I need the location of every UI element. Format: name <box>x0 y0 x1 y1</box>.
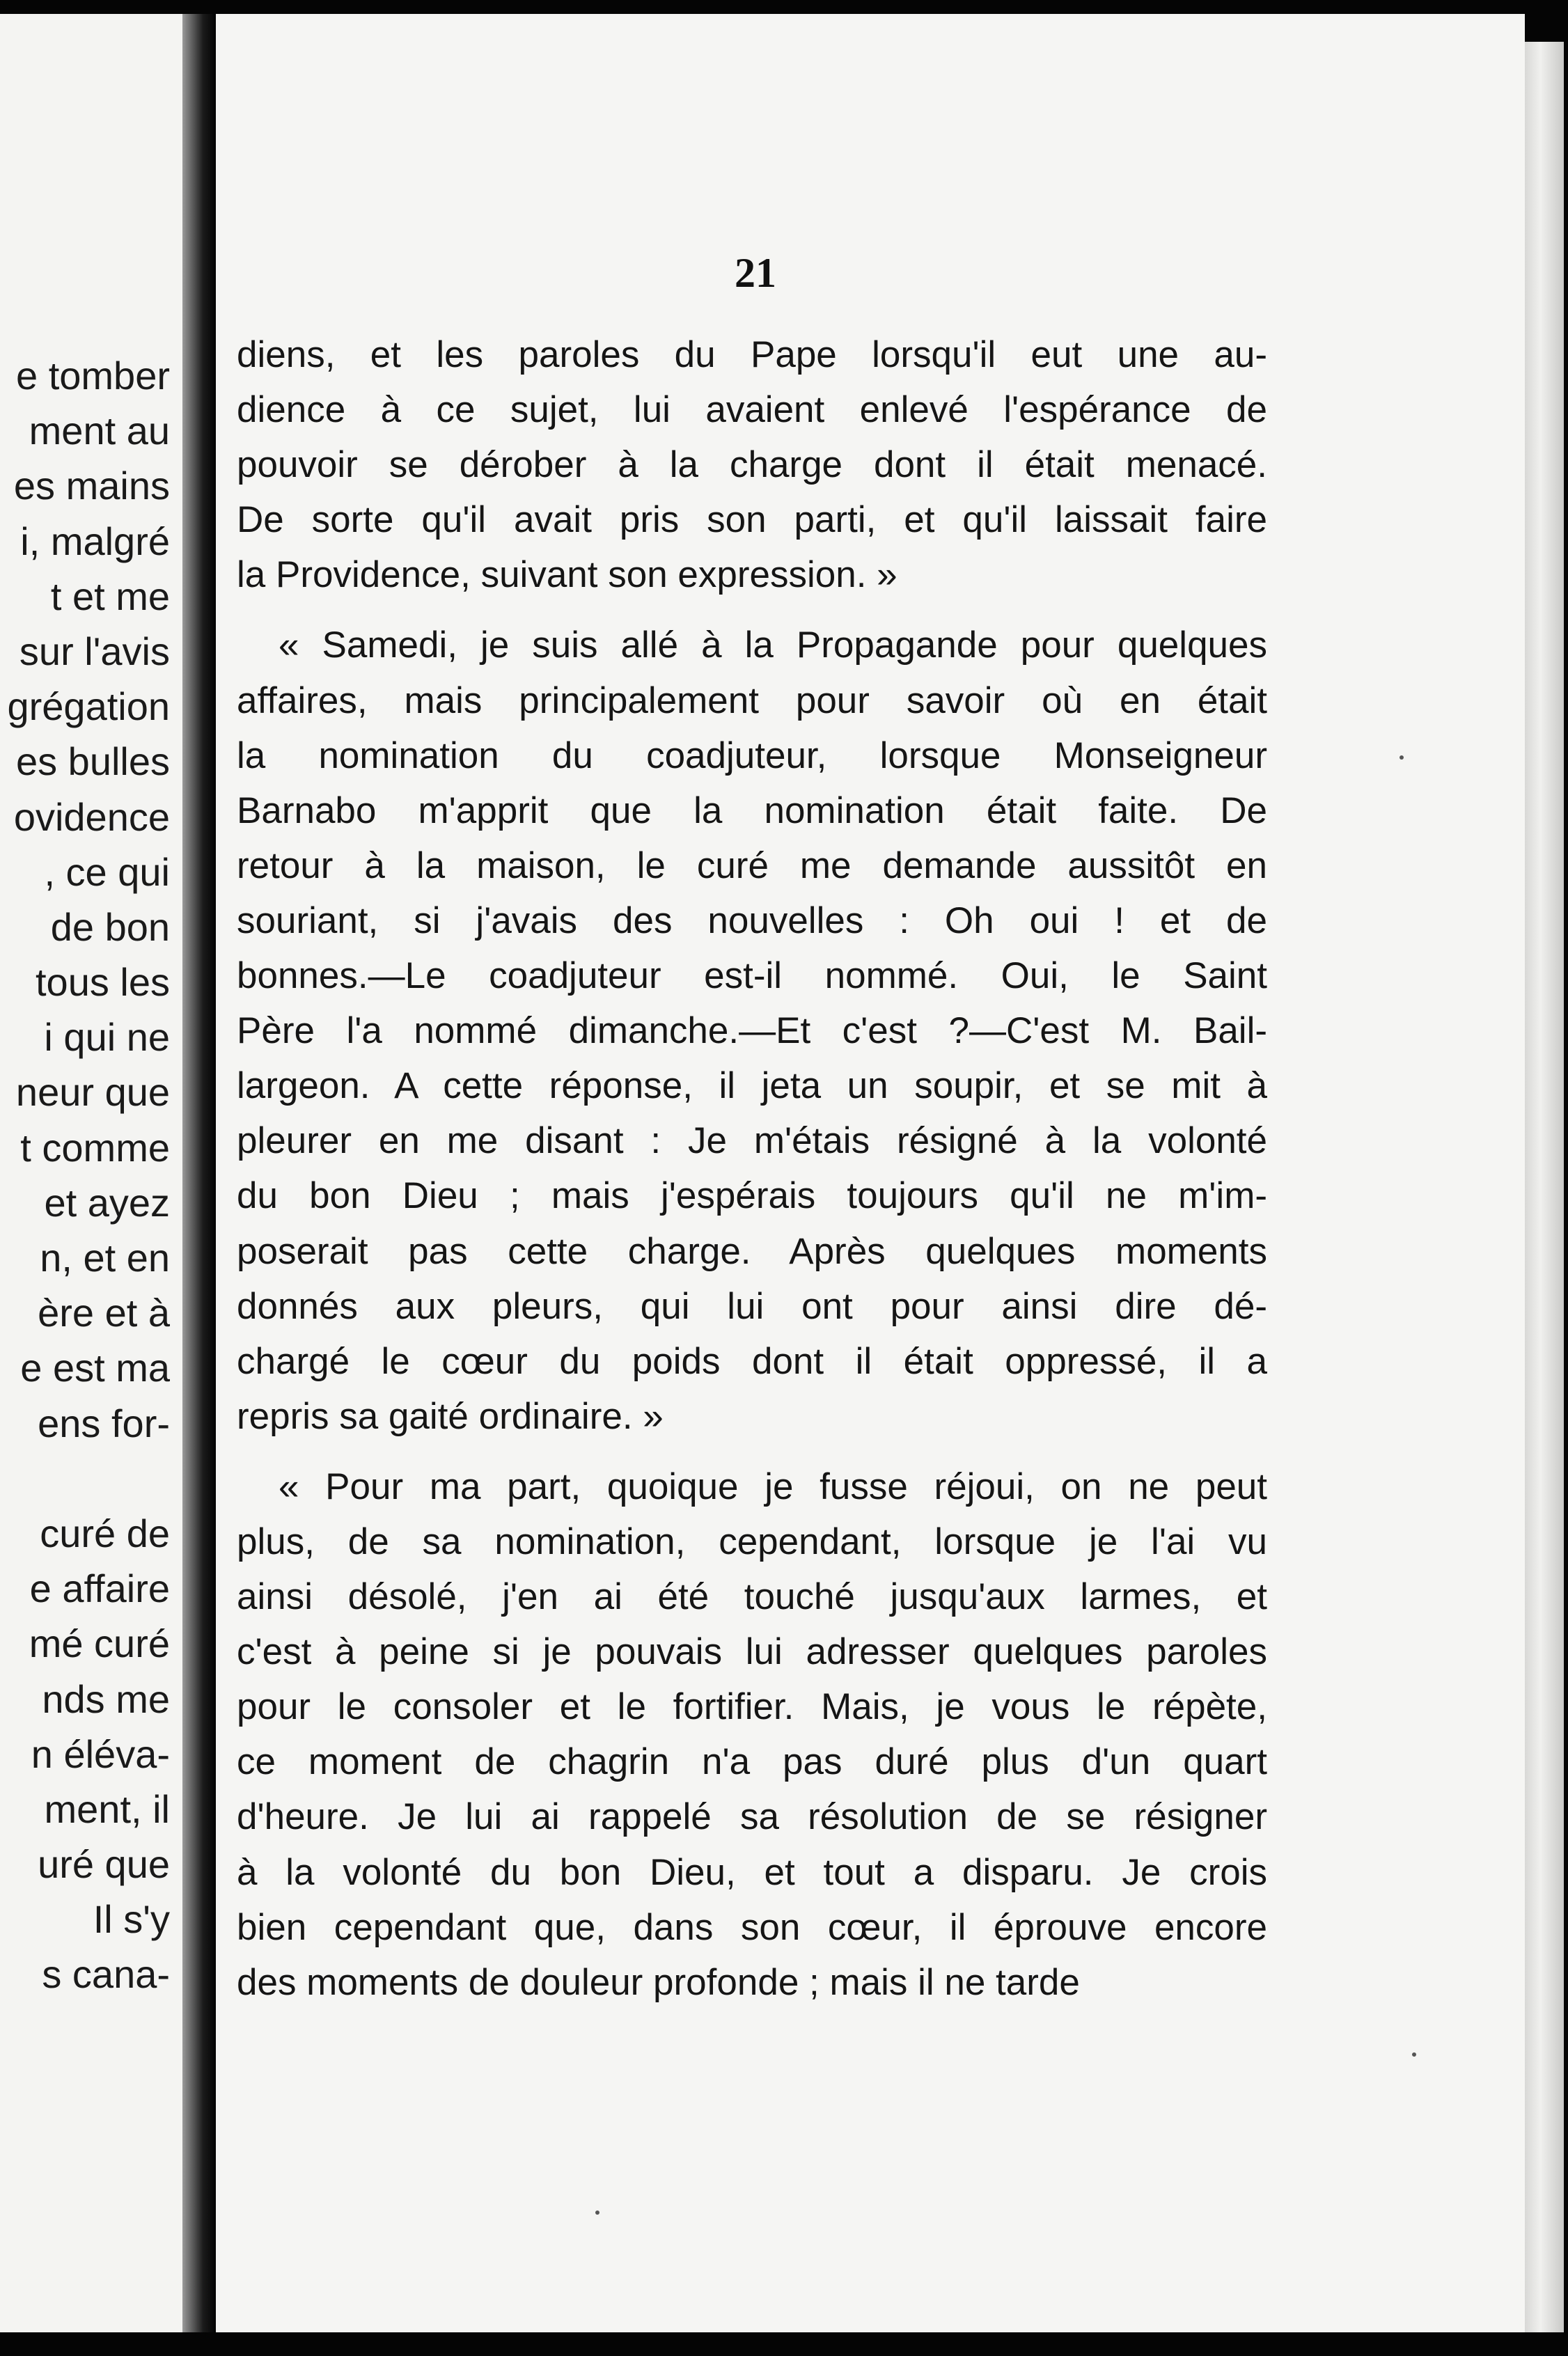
book-gutter <box>182 14 217 2332</box>
text-line: d'heure. Je lui ai rappelé sa résolution de se résigner <box>237 1796 1267 1838</box>
previous-page-line: ment, il <box>44 1786 170 1831</box>
text-line: Barnabo m'apprit que la nomination était faite. De <box>237 790 1267 831</box>
previous-page-line: sur l'avis <box>19 629 170 673</box>
text-line: repris sa gaité ordinaire. » <box>237 1395 664 1437</box>
text-line: pouvoir se dérober à la charge dont il était menacé. <box>237 444 1267 486</box>
text-line: ce moment de chagrin n'a pas duré plus d'un quart <box>237 1741 1267 1783</box>
text-line: « Pour ma part, quoique je fusse réjoui, on ne peut <box>279 1466 1267 1507</box>
previous-page-line: grégation <box>7 684 170 729</box>
text-line: « Samedi, je suis allé à la Propagande pour quelques <box>279 625 1267 666</box>
text-line: à la volonté du bon Dieu, et tout a disparu. Je crois <box>237 1851 1267 1893</box>
print-speck <box>595 2210 599 2215</box>
previous-page-line: mé curé <box>29 1621 170 1666</box>
previous-page-line: nds me <box>42 1676 170 1721</box>
text-line: pour le consoler et le fortifier. Mais, je vous le répète, <box>237 1686 1267 1728</box>
previous-page-line: , ce qui <box>44 849 170 894</box>
print-speck <box>1400 755 1404 760</box>
text-line: De sorte qu'il avait pris son parti, et qu'il laissait faire <box>237 499 1267 541</box>
previous-page-line: es mains <box>13 464 170 508</box>
page-body-text <box>237 327 1267 2010</box>
text-line: poserait pas cette charge. Après quelques moments <box>237 1230 1267 1272</box>
previous-page-line: ment au <box>29 409 170 453</box>
text-line: souriant, si j'avais des nouvelles : Oh oui ! et de <box>237 900 1267 941</box>
text-line: c'est à peine si je pouvais lui adresser quelques paroles <box>237 1631 1267 1673</box>
previous-page-text <box>0 348 170 2002</box>
text-line: ainsi désolé, j'en ai été touché jusqu'aux larmes, et <box>237 1576 1267 1618</box>
previous-page-line: i qui ne <box>44 1015 170 1060</box>
text-line: bien cependant que, dans son cœur, il éprouve encore <box>237 1906 1267 1948</box>
text-line: retour à la maison, le curé me demande aussitôt en <box>237 845 1267 886</box>
text-line: Père l'a nommé dimanche.—Et c'est ?—C'est M. Bail- <box>237 1010 1267 1052</box>
text-line: pleurer en me disant : Je m'étais résigné à la volonté <box>237 1120 1267 1162</box>
previous-page-line <box>0 1451 170 1506</box>
previous-page-line: t et me <box>50 574 170 618</box>
previous-page-line: ovidence <box>13 794 170 839</box>
text-line: diens, et les paroles du Pape lorsqu'il eut une au- <box>237 334 1267 375</box>
previous-page-line: neur que <box>15 1070 170 1115</box>
previous-page-line: et ayez <box>44 1180 170 1225</box>
text-line: dience à ce sujet, lui avaient enlevé l'espérance de <box>237 389 1267 431</box>
previous-page-line: curé de <box>40 1511 170 1555</box>
previous-page-fragment <box>0 14 196 2332</box>
text-line: largeon. A cette réponse, il jeta un soupir, et se mit à <box>237 1065 1267 1107</box>
text-line: des moments de douleur profonde ; mais il ne tarde <box>237 1961 1080 2003</box>
previous-page-line: uré que <box>38 1842 170 1887</box>
previous-page-line: s cana- <box>42 1952 170 1997</box>
text-line: du bon Dieu ; mais j'espérais toujours qu'il ne m'im- <box>237 1175 1267 1217</box>
text-line: chargé le cœur du poids dont il était oppressé, il a <box>237 1340 1267 1382</box>
paragraph-gap <box>237 1444 1267 1459</box>
previous-page-line: Il s'y <box>93 1897 170 1942</box>
paragraph <box>237 1459 1267 2010</box>
previous-page-line: ère et à <box>38 1291 170 1335</box>
previous-page-line: t comme <box>20 1125 170 1170</box>
previous-page-line: e affaire <box>29 1566 170 1611</box>
paragraph <box>237 618 1267 1443</box>
print-speck <box>1412 2052 1416 2057</box>
previous-page-line: e tomber <box>16 354 170 398</box>
text-line: la Providence, suivant son expression. » <box>237 554 897 596</box>
paragraph <box>237 327 1267 602</box>
previous-page-line: de bon <box>50 904 170 949</box>
text-line: la nomination du coadjuteur, lorsque Monseigneur <box>237 735 1267 776</box>
previous-page-line: e est ma <box>20 1346 170 1390</box>
paragraph-gap <box>237 602 1267 618</box>
text-line: plus, de sa nomination, cependant, lorsque je l'ai vu <box>237 1521 1267 1562</box>
previous-page-line: n éléva- <box>31 1731 170 1776</box>
text-line: bonnes.—Le coadjuteur est-il nommé. Oui, le Saint <box>237 955 1267 997</box>
previous-page-line: es bulles <box>15 739 170 784</box>
text-line: affaires, mais principalement pour savoir où en était <box>237 680 1267 721</box>
page-number: 21 <box>735 250 776 296</box>
previous-page-line: n, et en <box>40 1236 170 1280</box>
previous-page-line: tous les <box>36 960 170 1005</box>
previous-page-line: ens for- <box>38 1401 170 1445</box>
page-edge <box>1525 42 1564 2332</box>
text-line: donnés aux pleurs, qui lui ont pour ainsi dire dé- <box>237 1285 1267 1327</box>
previous-page-line: i, malgré <box>20 519 170 563</box>
